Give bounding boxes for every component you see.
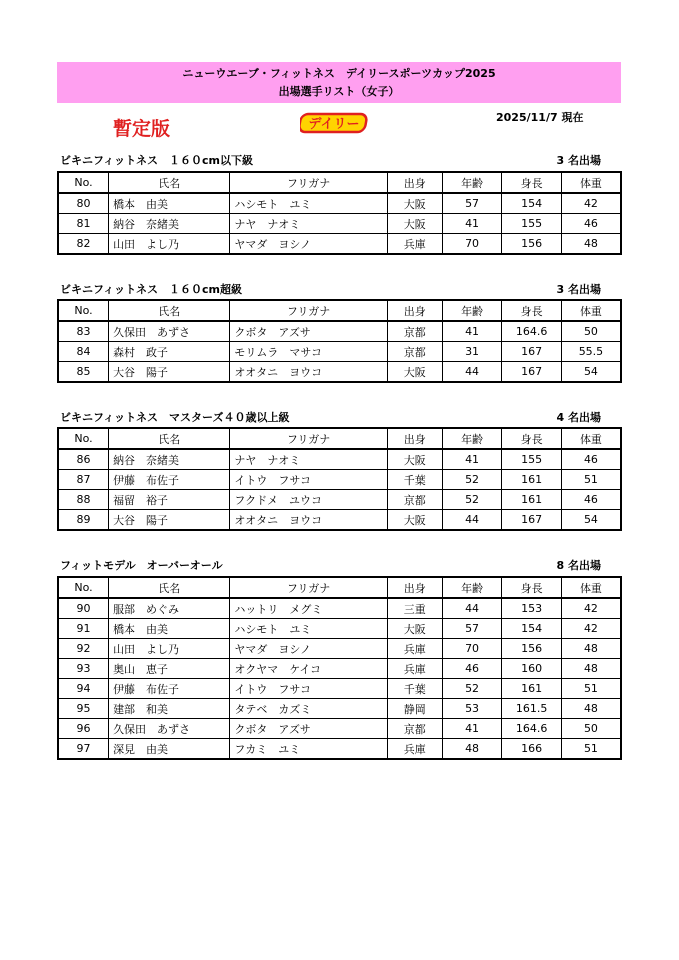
column-header: No. [58, 300, 109, 321]
table-header-row [58, 172, 621, 193]
table-row [58, 214, 621, 234]
table-row [58, 342, 621, 362]
table-cell: 155 [502, 214, 562, 234]
column-header: フリガナ [230, 300, 387, 321]
table-cell: 大谷 陽子 [109, 510, 230, 531]
column-header: 身長 [502, 428, 562, 449]
table-cell: 兵庫 [387, 739, 442, 760]
table-cell: 千葉 [387, 470, 442, 490]
table-cell: 70 [442, 639, 502, 659]
table-cell: 大阪 [387, 193, 442, 214]
table-cell: 156 [502, 639, 562, 659]
table-row [58, 719, 621, 739]
table-cell: 53 [442, 699, 502, 719]
table-cell: ナヤ ナオミ [230, 449, 387, 470]
table-cell: 48 [442, 739, 502, 760]
table-cell: ナヤ ナオミ [230, 214, 387, 234]
document-title: ニューウエーブ・フィットネス デイリースポーツカップ2025 [182, 66, 496, 80]
table-cell: 161 [502, 490, 562, 510]
table-cell: 大阪 [387, 362, 442, 383]
table-cell: 福留 裕子 [109, 490, 230, 510]
column-header: 出身 [387, 577, 442, 598]
table-cell: 46 [561, 490, 621, 510]
table-cell: 93 [58, 659, 109, 679]
table-cell: 京都 [387, 321, 442, 342]
table-cell: 橋本 由美 [109, 193, 230, 214]
section-header [60, 557, 601, 573]
table-cell: 81 [58, 214, 109, 234]
table-row [58, 598, 621, 619]
table-cell: 千葉 [387, 679, 442, 699]
table-cell: 95 [58, 699, 109, 719]
table-cell: 156 [502, 234, 562, 255]
table-cell: 41 [442, 214, 502, 234]
table-cell: 167 [502, 510, 562, 531]
table-cell: 伊藤 布佐子 [109, 470, 230, 490]
table-row [58, 619, 621, 639]
svg-text:デイリー: デイリー [308, 117, 360, 132]
section-header [60, 281, 601, 297]
column-header: No. [58, 577, 109, 598]
entrant-count: 4 名出場 [556, 411, 601, 424]
column-header: 氏名 [109, 577, 230, 598]
table-row [58, 490, 621, 510]
table-cell: 静岡 [387, 699, 442, 719]
column-header: 出身 [387, 428, 442, 449]
table-cell: ハシモト ユミ [230, 619, 387, 639]
entrant-count: 3 名出場 [556, 283, 601, 296]
column-header: 体重 [561, 577, 621, 598]
table-cell: 52 [442, 470, 502, 490]
table-cell: オオタニ ヨウコ [230, 362, 387, 383]
table-row [58, 193, 621, 214]
table-cell: 京都 [387, 719, 442, 739]
table-row [58, 639, 621, 659]
table-cell: 57 [442, 193, 502, 214]
table-row [58, 321, 621, 342]
table-cell: オクヤマ ケイコ [230, 659, 387, 679]
column-header: 体重 [561, 428, 621, 449]
table-cell: 建部 和美 [109, 699, 230, 719]
table-row [58, 234, 621, 255]
table-cell: 46 [561, 214, 621, 234]
table-cell: オオタニ ヨウコ [230, 510, 387, 531]
table-cell: 山田 よし乃 [109, 234, 230, 255]
table-cell: 70 [442, 234, 502, 255]
table-cell: 京都 [387, 490, 442, 510]
table-cell: 46 [442, 659, 502, 679]
table-row [58, 739, 621, 760]
table-cell: 154 [502, 619, 562, 639]
entrant-count: 3 名出場 [556, 154, 601, 167]
table-cell: 48 [561, 639, 621, 659]
section-title: ビキニフィットネス マスターズ４０歳以上級 [60, 411, 290, 424]
table-row [58, 699, 621, 719]
table-row [58, 470, 621, 490]
section-header [60, 409, 601, 425]
roster-table [57, 171, 622, 255]
section-title: フィットモデル オーバーオール [60, 559, 223, 572]
table-cell: 50 [561, 321, 621, 342]
column-header: 氏名 [109, 300, 230, 321]
table-cell: 大阪 [387, 449, 442, 470]
column-header: 身長 [502, 300, 562, 321]
table-cell: 91 [58, 619, 109, 639]
table-cell: 88 [58, 490, 109, 510]
table-cell: 80 [58, 193, 109, 214]
provisional-label: 暫定版 [113, 118, 171, 140]
document-subtitle: 出場選手リスト（女子） [278, 84, 400, 98]
table-row [58, 510, 621, 531]
table-header-row [58, 577, 621, 598]
table-cell: 伊藤 布佐子 [109, 679, 230, 699]
table-cell: 86 [58, 449, 109, 470]
column-header: No. [58, 428, 109, 449]
column-header: 年齢 [442, 172, 502, 193]
table-cell: 41 [442, 321, 502, 342]
table-cell: 52 [442, 679, 502, 699]
table-cell: 41 [442, 719, 502, 739]
table-header-row [58, 428, 621, 449]
column-header: No. [58, 172, 109, 193]
section-title: ビキニフィットネス １６０cm以下級 [60, 154, 253, 167]
table-cell: 48 [561, 659, 621, 679]
table-cell: ハットリ メグミ [230, 598, 387, 619]
table-cell: 52 [442, 490, 502, 510]
table-cell: 48 [561, 699, 621, 719]
section-title: ビキニフィットネス １６０cm超級 [60, 283, 242, 296]
column-header: フリガナ [230, 428, 387, 449]
table-cell: イトウ フサコ [230, 470, 387, 490]
column-header: 体重 [561, 172, 621, 193]
table-cell: 44 [442, 598, 502, 619]
column-header: 氏名 [109, 172, 230, 193]
column-header: 体重 [561, 300, 621, 321]
table-cell: フクドメ ユウコ [230, 490, 387, 510]
table-cell: 50 [561, 719, 621, 739]
column-header: フリガナ [230, 577, 387, 598]
table-cell: 大阪 [387, 510, 442, 531]
table-cell: 久保田 あずさ [109, 321, 230, 342]
column-header: 身長 [502, 577, 562, 598]
table-cell: 155 [502, 449, 562, 470]
table-row [58, 362, 621, 383]
table-header-row [58, 300, 621, 321]
table-cell: ヤマダ ヨシノ [230, 639, 387, 659]
table-cell: 44 [442, 510, 502, 531]
table-cell: 166 [502, 739, 562, 760]
roster-table [57, 576, 622, 760]
table-cell: 94 [58, 679, 109, 699]
column-header: 年齢 [442, 300, 502, 321]
table-cell: 兵庫 [387, 659, 442, 679]
table-cell: 161 [502, 679, 562, 699]
table-cell: タテベ カズミ [230, 699, 387, 719]
table-cell: 兵庫 [387, 639, 442, 659]
table-cell: 161 [502, 470, 562, 490]
table-cell: 87 [58, 470, 109, 490]
table-cell: 久保田 あずさ [109, 719, 230, 739]
table-cell: ハシモト ユミ [230, 193, 387, 214]
column-header: フリガナ [230, 172, 387, 193]
table-cell: 大阪 [387, 214, 442, 234]
table-cell: 54 [561, 510, 621, 531]
table-cell: 深見 由美 [109, 739, 230, 760]
table-cell: クボタ アズサ [230, 321, 387, 342]
table-cell: 164.6 [502, 719, 562, 739]
column-header: 氏名 [109, 428, 230, 449]
daily-sports-logo [300, 111, 376, 135]
table-cell: 31 [442, 342, 502, 362]
table-cell: 42 [561, 193, 621, 214]
table-cell: 納谷 奈緒美 [109, 449, 230, 470]
table-cell: 54 [561, 362, 621, 383]
roster-table [57, 299, 622, 383]
table-cell: 44 [442, 362, 502, 383]
column-header: 身長 [502, 172, 562, 193]
column-header: 出身 [387, 300, 442, 321]
table-cell: 55.5 [561, 342, 621, 362]
column-header: 年齢 [442, 577, 502, 598]
table-cell: 96 [58, 719, 109, 739]
table-cell: 167 [502, 362, 562, 383]
table-cell: 164.6 [502, 321, 562, 342]
table-cell: 51 [561, 470, 621, 490]
table-cell: イトウ フサコ [230, 679, 387, 699]
table-cell: 51 [561, 679, 621, 699]
section-header [60, 152, 601, 168]
table-cell: 京都 [387, 342, 442, 362]
table-cell: 大阪 [387, 619, 442, 639]
table-cell: 167 [502, 342, 562, 362]
table-row [58, 679, 621, 699]
table-cell: フカミ ユミ [230, 739, 387, 760]
table-cell: 89 [58, 510, 109, 531]
table-cell: クボタ アズサ [230, 719, 387, 739]
table-cell: 奥山 恵子 [109, 659, 230, 679]
table-cell: ヤマダ ヨシノ [230, 234, 387, 255]
table-cell: 46 [561, 449, 621, 470]
table-cell: 83 [58, 321, 109, 342]
table-cell: 51 [561, 739, 621, 760]
table-cell: 42 [561, 598, 621, 619]
table-cell: モリムラ マサコ [230, 342, 387, 362]
column-header: 出身 [387, 172, 442, 193]
table-cell: 84 [58, 342, 109, 362]
table-cell: 90 [58, 598, 109, 619]
column-header: 年齢 [442, 428, 502, 449]
as-of-date: 2025/11/7 現在 [496, 111, 584, 124]
table-cell: 161.5 [502, 699, 562, 719]
table-cell: 橋本 由美 [109, 619, 230, 639]
table-cell: 57 [442, 619, 502, 639]
table-cell: 154 [502, 193, 562, 214]
table-cell: 48 [561, 234, 621, 255]
table-cell: 服部 めぐみ [109, 598, 230, 619]
roster-table [57, 427, 622, 531]
table-cell: 42 [561, 619, 621, 639]
table-cell: 41 [442, 449, 502, 470]
table-cell: 三重 [387, 598, 442, 619]
table-row [58, 659, 621, 679]
table-cell: 山田 よし乃 [109, 639, 230, 659]
table-cell: 大谷 陽子 [109, 362, 230, 383]
table-cell: 92 [58, 639, 109, 659]
table-cell: 納谷 奈緒美 [109, 214, 230, 234]
table-cell: 森村 政子 [109, 342, 230, 362]
table-cell: 兵庫 [387, 234, 442, 255]
entrant-count: 8 名出場 [556, 559, 601, 572]
table-cell: 153 [502, 598, 562, 619]
table-cell: 97 [58, 739, 109, 760]
document-title-band [57, 62, 621, 103]
table-row [58, 449, 621, 470]
table-cell: 85 [58, 362, 109, 383]
table-cell: 160 [502, 659, 562, 679]
table-cell: 82 [58, 234, 109, 255]
